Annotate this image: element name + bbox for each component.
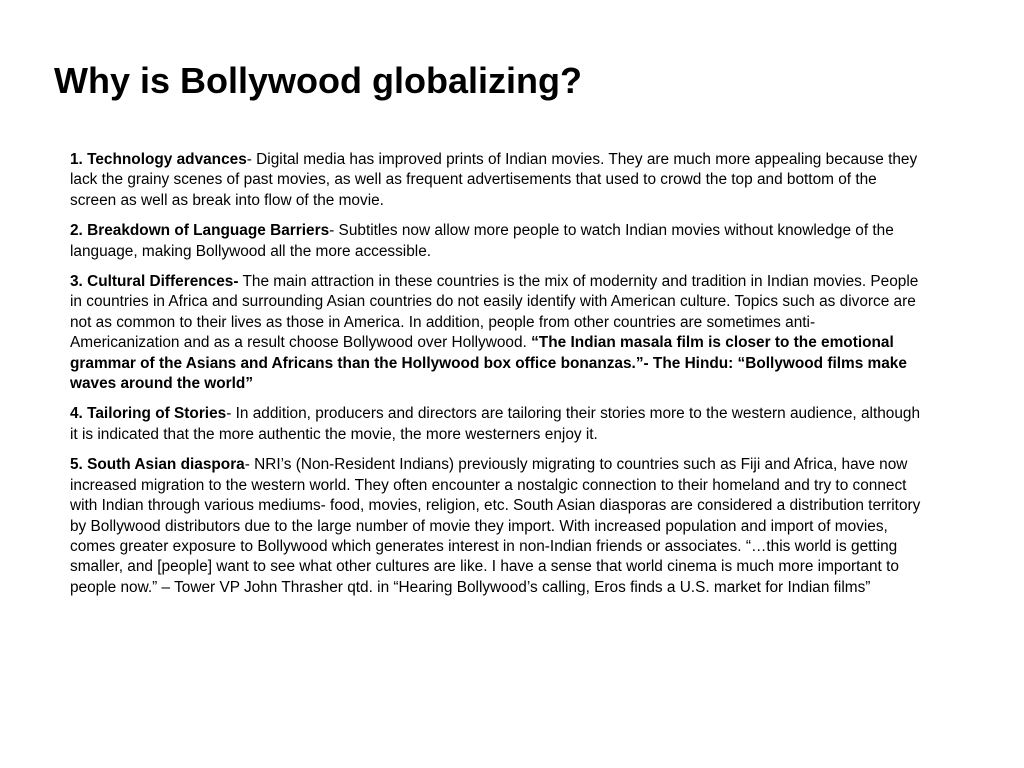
point-body: - Subtitles now allow more people to watch Indian movies without knowledge of the language, making Bollywood all the more accessible. <box>70 222 894 260</box>
point-quote: “The Indian masala film is closer to the emotional grammar of the Asians and Africans than the Hollywood box office bonanzas.”- The Hindu: “Bollywood films make waves around the world” <box>70 334 907 393</box>
point-south-asian-diaspora <box>70 455 922 598</box>
point-heading: 4. Tailoring of Stories <box>70 405 227 423</box>
point-heading: 5. South Asian diaspora <box>70 456 245 474</box>
point-body: - Digital media has improved prints of Indian movies. They are much more appealing because they lack the grainy scenes of past movies, as well as frequent advertisements that used to crowd the top and bottom of the screen as well as break into flow of the movie. <box>70 151 918 209</box>
point-cultural-differences <box>70 272 922 394</box>
point-technology-advances <box>70 150 922 211</box>
slide-body <box>70 150 922 608</box>
slide-title: Why is Bollywood globalizing? <box>54 60 582 101</box>
point-body: - In addition, producers and directors are tailoring their stories more to the western audience, although it is indicated that the more authentic the movie, the more westerners enjoy it. <box>70 405 921 443</box>
point-heading: 3. Cultural Differences- <box>70 273 239 291</box>
point-heading: 1. Technology advances <box>70 151 247 168</box>
point-tailoring-stories <box>70 404 922 445</box>
point-body: The main attraction in these countries is the mix of modernity and tradition in Indian movies. People in countries in Africa and surrounding Asian countries do not easily identify with American culture. Topics such as divorce are not as common to their lives as those in America. In addition, people from other countries are sometimes anti-Americanization and as a result choose Bollywood over Hollywood. <box>70 273 919 352</box>
point-language-barriers <box>70 221 922 262</box>
point-body: - NRI’s (Non-Resident Indians) previously migrating to countries such as Fiji and Africa, have now increased migration to the western world. They often encounter a nostalgic connection to their homeland and try to connect with Indian through various mediums- food, movies, religion, etc. South Asian diasporas are considered a distribution territory by Bollywood distributors due to the large number of movie they import. With increased population and import of movies, comes greater exposure to Bollywood which generates interest in non-Indian friends or associates. “…this world is getting smaller, and [people] want to see what other cultures are like. I have a sense that world cinema is much more important to people now.” – Tower VP John Thrasher qtd. in “Hearing Bollywood’s calling, Eros finds a U.S. market for Indian films” <box>70 456 921 596</box>
point-heading: 2. Breakdown of Language Barriers <box>70 222 330 240</box>
